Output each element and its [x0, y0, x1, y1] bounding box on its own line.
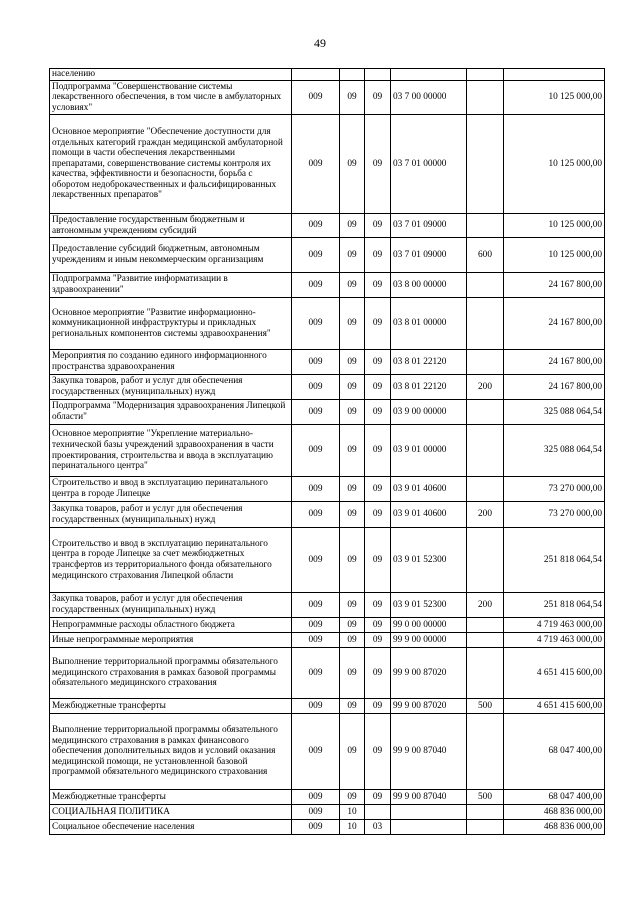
row-amount-cell: 24 167 800,00	[504, 298, 605, 350]
row-target-article-cell: 99 9 00 87020	[391, 699, 467, 714]
row-section-cell: 09	[340, 633, 365, 648]
table-row	[50, 214, 605, 238]
row-subsection-cell	[365, 69, 391, 81]
row-ved-cell: 009	[292, 273, 340, 298]
row-ved-cell: 009	[292, 820, 340, 835]
row-ved-cell: 009	[292, 375, 340, 400]
row-subsection-cell: 09	[365, 633, 391, 648]
row-expense-type-cell	[467, 820, 504, 835]
row-amount-cell: 73 270 000,00	[504, 502, 605, 528]
row-expense-type-cell	[467, 214, 504, 238]
row-ved-cell: 009	[292, 214, 340, 238]
row-section-cell: 09	[340, 502, 365, 528]
row-amount-cell: 10 125 000,00	[504, 238, 605, 273]
row-expense-type-cell	[467, 477, 504, 502]
row-ved-cell: 009	[292, 298, 340, 350]
row-name-cell: Межбюджетные трансферты	[50, 699, 292, 714]
row-subsection-cell: 09	[365, 400, 391, 425]
row-section-cell: 09	[340, 81, 365, 115]
row-section-cell: 09	[340, 714, 365, 790]
row-amount-cell: 4 719 463 000,00	[504, 618, 605, 633]
row-amount-cell: 4 651 415 600,00	[504, 648, 605, 699]
row-expense-type-cell: 500	[467, 699, 504, 714]
row-subsection-cell: 09	[365, 648, 391, 699]
row-target-article-cell: 99 9 00 87040	[391, 790, 467, 805]
row-name-cell: Предоставление субсидий бюджетным, автономным учреждениям и иным некоммерческим организациям	[50, 238, 292, 273]
row-subsection-cell: 09	[365, 528, 391, 593]
table-row	[50, 238, 605, 273]
row-name-cell: Закупка товаров, работ и услуг для обеспечения государственных (муниципальных) нужд	[50, 375, 292, 400]
row-section-cell: 09	[340, 425, 365, 477]
row-amount-cell: 73 270 000,00	[504, 477, 605, 502]
row-section-cell: 10	[340, 805, 365, 820]
row-subsection-cell: 09	[365, 81, 391, 115]
row-subsection-cell: 09	[365, 593, 391, 618]
row-name-cell: Непрограммные расходы областного бюджета	[50, 618, 292, 633]
row-target-article-cell: 99 9 00 00000	[391, 633, 467, 648]
row-amount-cell: 468 836 000,00	[504, 820, 605, 835]
row-subsection-cell: 09	[365, 238, 391, 273]
row-section-cell: 09	[340, 350, 365, 375]
row-ved-cell: 009	[292, 528, 340, 593]
row-expense-type-cell: 200	[467, 502, 504, 528]
row-section-cell: 10	[340, 820, 365, 835]
table-row	[50, 81, 605, 115]
row-expense-type-cell	[467, 633, 504, 648]
table-row	[50, 477, 605, 502]
row-subsection-cell: 09	[365, 477, 391, 502]
row-target-article-cell: 03 7 01 09000	[391, 214, 467, 238]
row-expense-type-cell	[467, 273, 504, 298]
table-row	[50, 350, 605, 375]
row-target-article-cell: 03 9 01 40600	[391, 502, 467, 528]
row-target-article-cell: 03 9 00 00000	[391, 400, 467, 425]
table-row	[50, 618, 605, 633]
row-subsection-cell: 09	[365, 273, 391, 298]
table-row	[50, 633, 605, 648]
row-target-article-cell: 03 9 01 52300	[391, 593, 467, 618]
row-expense-type-cell	[467, 425, 504, 477]
row-subsection-cell	[365, 805, 391, 820]
table-body	[50, 69, 605, 835]
row-expense-type-cell	[467, 69, 504, 81]
table-row	[50, 273, 605, 298]
row-target-article-cell: 03 7 01 00000	[391, 115, 467, 214]
row-section-cell: 09	[340, 699, 365, 714]
row-name-cell: Выполнение территориальной программы обязательного медицинского страхования в рамках базовой программы обязательного медицинского страхования	[50, 648, 292, 699]
row-ved-cell: 009	[292, 633, 340, 648]
budget-table	[49, 68, 605, 835]
row-name-cell: СОЦИАЛЬНАЯ ПОЛИТИКА	[50, 805, 292, 820]
row-name-cell: Подпрограмма "Модернизация здравоохранения Липецкой области"	[50, 400, 292, 425]
row-target-article-cell	[391, 820, 467, 835]
row-name-cell: населению	[50, 69, 292, 81]
row-expense-type-cell: 500	[467, 790, 504, 805]
row-amount-cell: 68 047 400,00	[504, 790, 605, 805]
row-section-cell: 09	[340, 593, 365, 618]
row-section-cell: 09	[340, 790, 365, 805]
row-name-cell: Строительство и ввод в эксплуатацию перинатального центра в городе Липецке за счет межбюджетных трансфертов из территориального фонда обязательного медицинского страхования Липецкой области	[50, 528, 292, 593]
row-name-cell: Основное мероприятие "Укрепление материально-технической базы учреждений здравоохранения в части проектирования, строительства и ввода в эксплуатацию перинатального центра"	[50, 425, 292, 477]
row-amount-cell: 468 836 000,00	[504, 805, 605, 820]
row-target-article-cell: 99 9 00 87020	[391, 648, 467, 699]
row-ved-cell: 009	[292, 477, 340, 502]
row-target-article-cell: 03 7 01 09000	[391, 238, 467, 273]
row-section-cell: 09	[340, 273, 365, 298]
row-ved-cell: 009	[292, 502, 340, 528]
row-amount-cell: 325 088 064,54	[504, 400, 605, 425]
table-row	[50, 648, 605, 699]
row-target-article-cell: 03 9 01 52300	[391, 528, 467, 593]
page-number: 49	[314, 36, 326, 50]
row-ved-cell: 009	[292, 425, 340, 477]
row-expense-type-cell	[467, 805, 504, 820]
row-section-cell	[340, 69, 365, 81]
row-section-cell: 09	[340, 477, 365, 502]
row-subsection-cell: 09	[365, 375, 391, 400]
row-amount-cell: 4 719 463 000,00	[504, 633, 605, 648]
row-target-article-cell: 99 0 00 00000	[391, 618, 467, 633]
table-row	[50, 400, 605, 425]
row-ved-cell: 009	[292, 115, 340, 214]
row-expense-type-cell: 600	[467, 238, 504, 273]
row-ved-cell: 009	[292, 400, 340, 425]
row-target-article-cell: 03 8 01 22120	[391, 350, 467, 375]
row-subsection-cell: 09	[365, 425, 391, 477]
row-ved-cell: 009	[292, 805, 340, 820]
row-amount-cell	[504, 69, 605, 81]
row-expense-type-cell	[467, 618, 504, 633]
row-section-cell: 09	[340, 238, 365, 273]
row-ved-cell: 009	[292, 699, 340, 714]
table-row	[50, 699, 605, 714]
row-expense-type-cell	[467, 298, 504, 350]
row-ved-cell: 009	[292, 618, 340, 633]
row-subsection-cell: 03	[365, 820, 391, 835]
row-ved-cell: 009	[292, 648, 340, 699]
row-subsection-cell: 09	[365, 115, 391, 214]
row-ved-cell	[292, 69, 340, 81]
row-amount-cell: 251 818 064,54	[504, 593, 605, 618]
row-ved-cell: 009	[292, 350, 340, 375]
row-expense-type-cell	[467, 714, 504, 790]
table-row	[50, 425, 605, 477]
table-row	[50, 298, 605, 350]
row-section-cell: 09	[340, 298, 365, 350]
row-name-cell: Предоставление государственным бюджетным и автономным учреждениям субсидий	[50, 214, 292, 238]
row-amount-cell: 68 047 400,00	[504, 714, 605, 790]
row-name-cell: Строительство и ввод в эксплуатацию перинатального центра в городе Липецке	[50, 477, 292, 502]
row-amount-cell: 325 088 064,54	[504, 425, 605, 477]
row-amount-cell: 24 167 800,00	[504, 350, 605, 375]
row-name-cell: Выполнение территориальной программы обязательного медицинского страхования в рамках финансового обеспечения дополнительных видов и условий оказания медицинской помощи, не установленной базовой программой обязательного медицинского страхования	[50, 714, 292, 790]
table-row	[50, 69, 605, 81]
row-expense-type-cell	[467, 350, 504, 375]
row-subsection-cell: 09	[365, 790, 391, 805]
row-amount-cell: 24 167 800,00	[504, 375, 605, 400]
row-expense-type-cell	[467, 400, 504, 425]
row-section-cell: 09	[340, 618, 365, 633]
row-target-article-cell	[391, 69, 467, 81]
row-target-article-cell	[391, 805, 467, 820]
row-target-article-cell: 03 8 00 00000	[391, 273, 467, 298]
row-section-cell: 09	[340, 214, 365, 238]
row-subsection-cell: 09	[365, 298, 391, 350]
row-target-article-cell: 99 9 00 87040	[391, 714, 467, 790]
table-row	[50, 375, 605, 400]
table-row	[50, 805, 605, 820]
table-row	[50, 714, 605, 790]
row-amount-cell: 251 818 064,54	[504, 528, 605, 593]
row-amount-cell: 24 167 800,00	[504, 273, 605, 298]
row-target-article-cell: 03 9 01 00000	[391, 425, 467, 477]
row-subsection-cell: 09	[365, 699, 391, 714]
row-section-cell: 09	[340, 115, 365, 214]
table-row	[50, 502, 605, 528]
table-row	[50, 528, 605, 593]
row-subsection-cell: 09	[365, 502, 391, 528]
row-expense-type-cell	[467, 648, 504, 699]
row-amount-cell: 4 651 415 600,00	[504, 699, 605, 714]
row-subsection-cell: 09	[365, 350, 391, 375]
row-ved-cell: 009	[292, 81, 340, 115]
row-section-cell: 09	[340, 528, 365, 593]
row-amount-cell: 10 125 000,00	[504, 115, 605, 214]
row-subsection-cell: 09	[365, 214, 391, 238]
table-row	[50, 593, 605, 618]
row-section-cell: 09	[340, 400, 365, 425]
row-expense-type-cell	[467, 81, 504, 115]
row-subsection-cell: 09	[365, 618, 391, 633]
row-name-cell: Социальное обеспечение населения	[50, 820, 292, 835]
row-target-article-cell: 03 8 01 22120	[391, 375, 467, 400]
row-expense-type-cell: 200	[467, 593, 504, 618]
row-expense-type-cell	[467, 528, 504, 593]
row-ved-cell: 009	[292, 790, 340, 805]
row-amount-cell: 10 125 000,00	[504, 214, 605, 238]
row-ved-cell: 009	[292, 238, 340, 273]
row-section-cell: 09	[340, 375, 365, 400]
row-name-cell: Подпрограмма "Совершенствование системы лекарственного обеспечения, в том числе в амбулаторных условиях"	[50, 81, 292, 115]
table-row	[50, 790, 605, 805]
row-name-cell: Основное мероприятие "Обеспечение доступности для отдельных категорий граждан медицинской амбулаторной помощи в части обеспечения лекарственными препаратами, совершенствование системы контроля их качества, эффективности и безопасности, борьба с оборотом недоброкачественных и фальсифицированных лекарственных препаратов"	[50, 115, 292, 214]
row-name-cell: Закупка товаров, работ и услуг для обеспечения государственных (муниципальных) нужд	[50, 593, 292, 618]
table-row	[50, 115, 605, 214]
row-name-cell: Межбюджетные трансферты	[50, 790, 292, 805]
table-row	[50, 820, 605, 835]
row-name-cell: Иные непрограммные мероприятия	[50, 633, 292, 648]
row-target-article-cell: 03 8 01 00000	[391, 298, 467, 350]
row-expense-type-cell	[467, 115, 504, 214]
row-target-article-cell: 03 9 01 40600	[391, 477, 467, 502]
row-subsection-cell: 09	[365, 714, 391, 790]
row-amount-cell: 10 125 000,00	[504, 81, 605, 115]
row-name-cell: Мероприятия по созданию единого информационного пространства здравоохранения	[50, 350, 292, 375]
row-section-cell: 09	[340, 648, 365, 699]
row-name-cell: Основное мероприятие "Развитие информационно-коммуникационной инфраструктуры и прикладных региональных компонентов системы здравоохранения"	[50, 298, 292, 350]
row-expense-type-cell: 200	[467, 375, 504, 400]
row-ved-cell: 009	[292, 714, 340, 790]
row-target-article-cell: 03 7 00 00000	[391, 81, 467, 115]
row-ved-cell: 009	[292, 593, 340, 618]
row-name-cell: Подпрограмма "Развитие информатизации в здравоохранении"	[50, 273, 292, 298]
row-name-cell: Закупка товаров, работ и услуг для обеспечения государственных (муниципальных) нужд	[50, 502, 292, 528]
